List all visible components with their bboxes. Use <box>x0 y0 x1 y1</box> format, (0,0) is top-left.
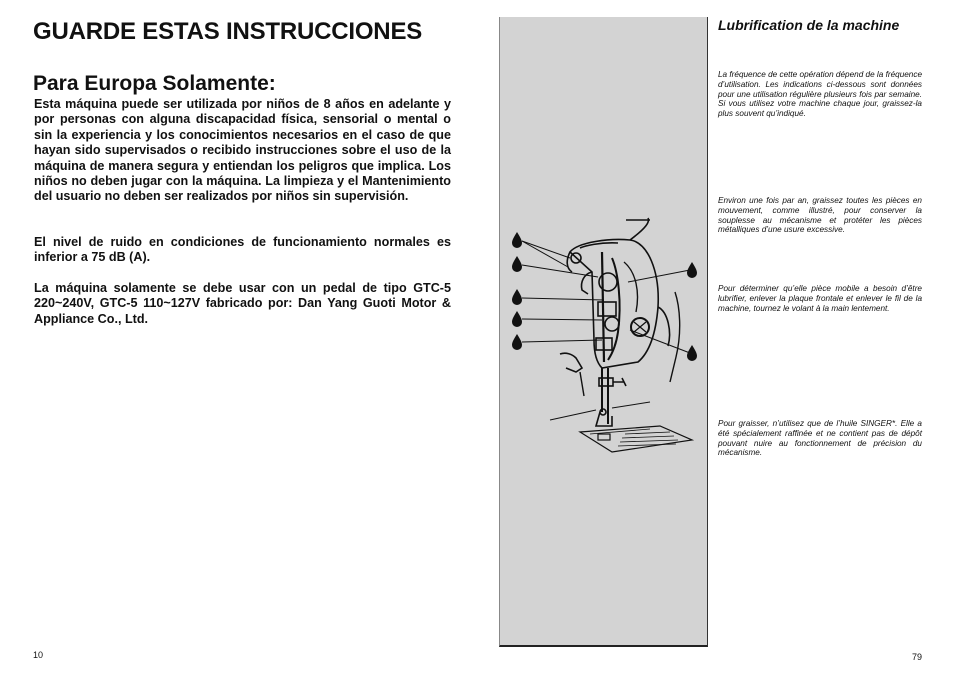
instruction-paragraph: La fréquence de cette opération dépend de la fréquence d’utilisation. Les indications ci-dessous sont données pour une utilisation régulière plusieurs fois par semaine. Si vous utilisez votre machine chaque jour, graissez-la plus souvent qu’indiqué. <box>718 70 922 119</box>
page-number-right: 79 <box>912 652 923 662</box>
oil-drop-icon <box>687 345 697 361</box>
sewing-machine-illustration <box>500 212 707 462</box>
instruction-paragraph: Environ une fois par an, graissez toutes les pièces en mouvement, comme illustré, pour conserver la souplesse au mécanisme et protéter les pièces métalliques d’une usure excessive. <box>718 196 922 235</box>
lubrification-title: Lubrification de la machine <box>718 17 900 33</box>
oil-drop-icon <box>512 334 522 350</box>
oil-drop-icon <box>687 262 697 278</box>
oil-drop-icon <box>512 289 522 305</box>
page-number-left: 10 <box>33 650 44 660</box>
body-paragraph: El nivel de ruido en condiciones de funcionamiento normales es inferior a 75 dB (A). <box>34 235 451 265</box>
section-title: Para Europa Solamente: <box>33 72 276 95</box>
figure-panel <box>499 17 708 647</box>
instruction-paragraph: Pour graisser, n’utilisez que de l’huile SINGER*. Elle a été spécialement raffinée et ne contient pas de dépôt pouvant nuire au fonctionnement de précision du mécanisme. <box>718 419 922 458</box>
body-paragraph: La máquina solamente se debe usar con un pedal de tipo GTC-5 220~240V, GTC-5 110~127V fabricado por: Dan Yang Guoti Motor & Appliance Co., Ltd. <box>34 281 451 326</box>
oil-drop-icon <box>512 256 522 272</box>
instruction-paragraph: Pour déterminer qu’elle pièce mobile a besoin d’être lubrifier, enlever la plaque frontale et enlever le fil de la machine, tournez le volant à la main lentement. <box>718 284 922 313</box>
body-paragraph: Esta máquina puede ser utilizada por niños de 8 años en adelante y por personas con alguna discapacidad física, sensorial o mental o sin la experiencia y los conocimientos necesarios en el caso de que hayan sido supervisados o recibido instrucciones sobre el uso de la máquina de manera segura y entiendan los peligros que implica. Los niños no deben jugar con la máquina. La limpieza y el Mantenimiento del usuario no deben ser realizados por niños sin supervisión. <box>34 97 451 204</box>
oil-drop-icon <box>512 232 522 248</box>
page-title: GUARDE ESTAS INSTRUCCIONES <box>33 18 423 45</box>
oil-drop-icon <box>512 311 522 327</box>
